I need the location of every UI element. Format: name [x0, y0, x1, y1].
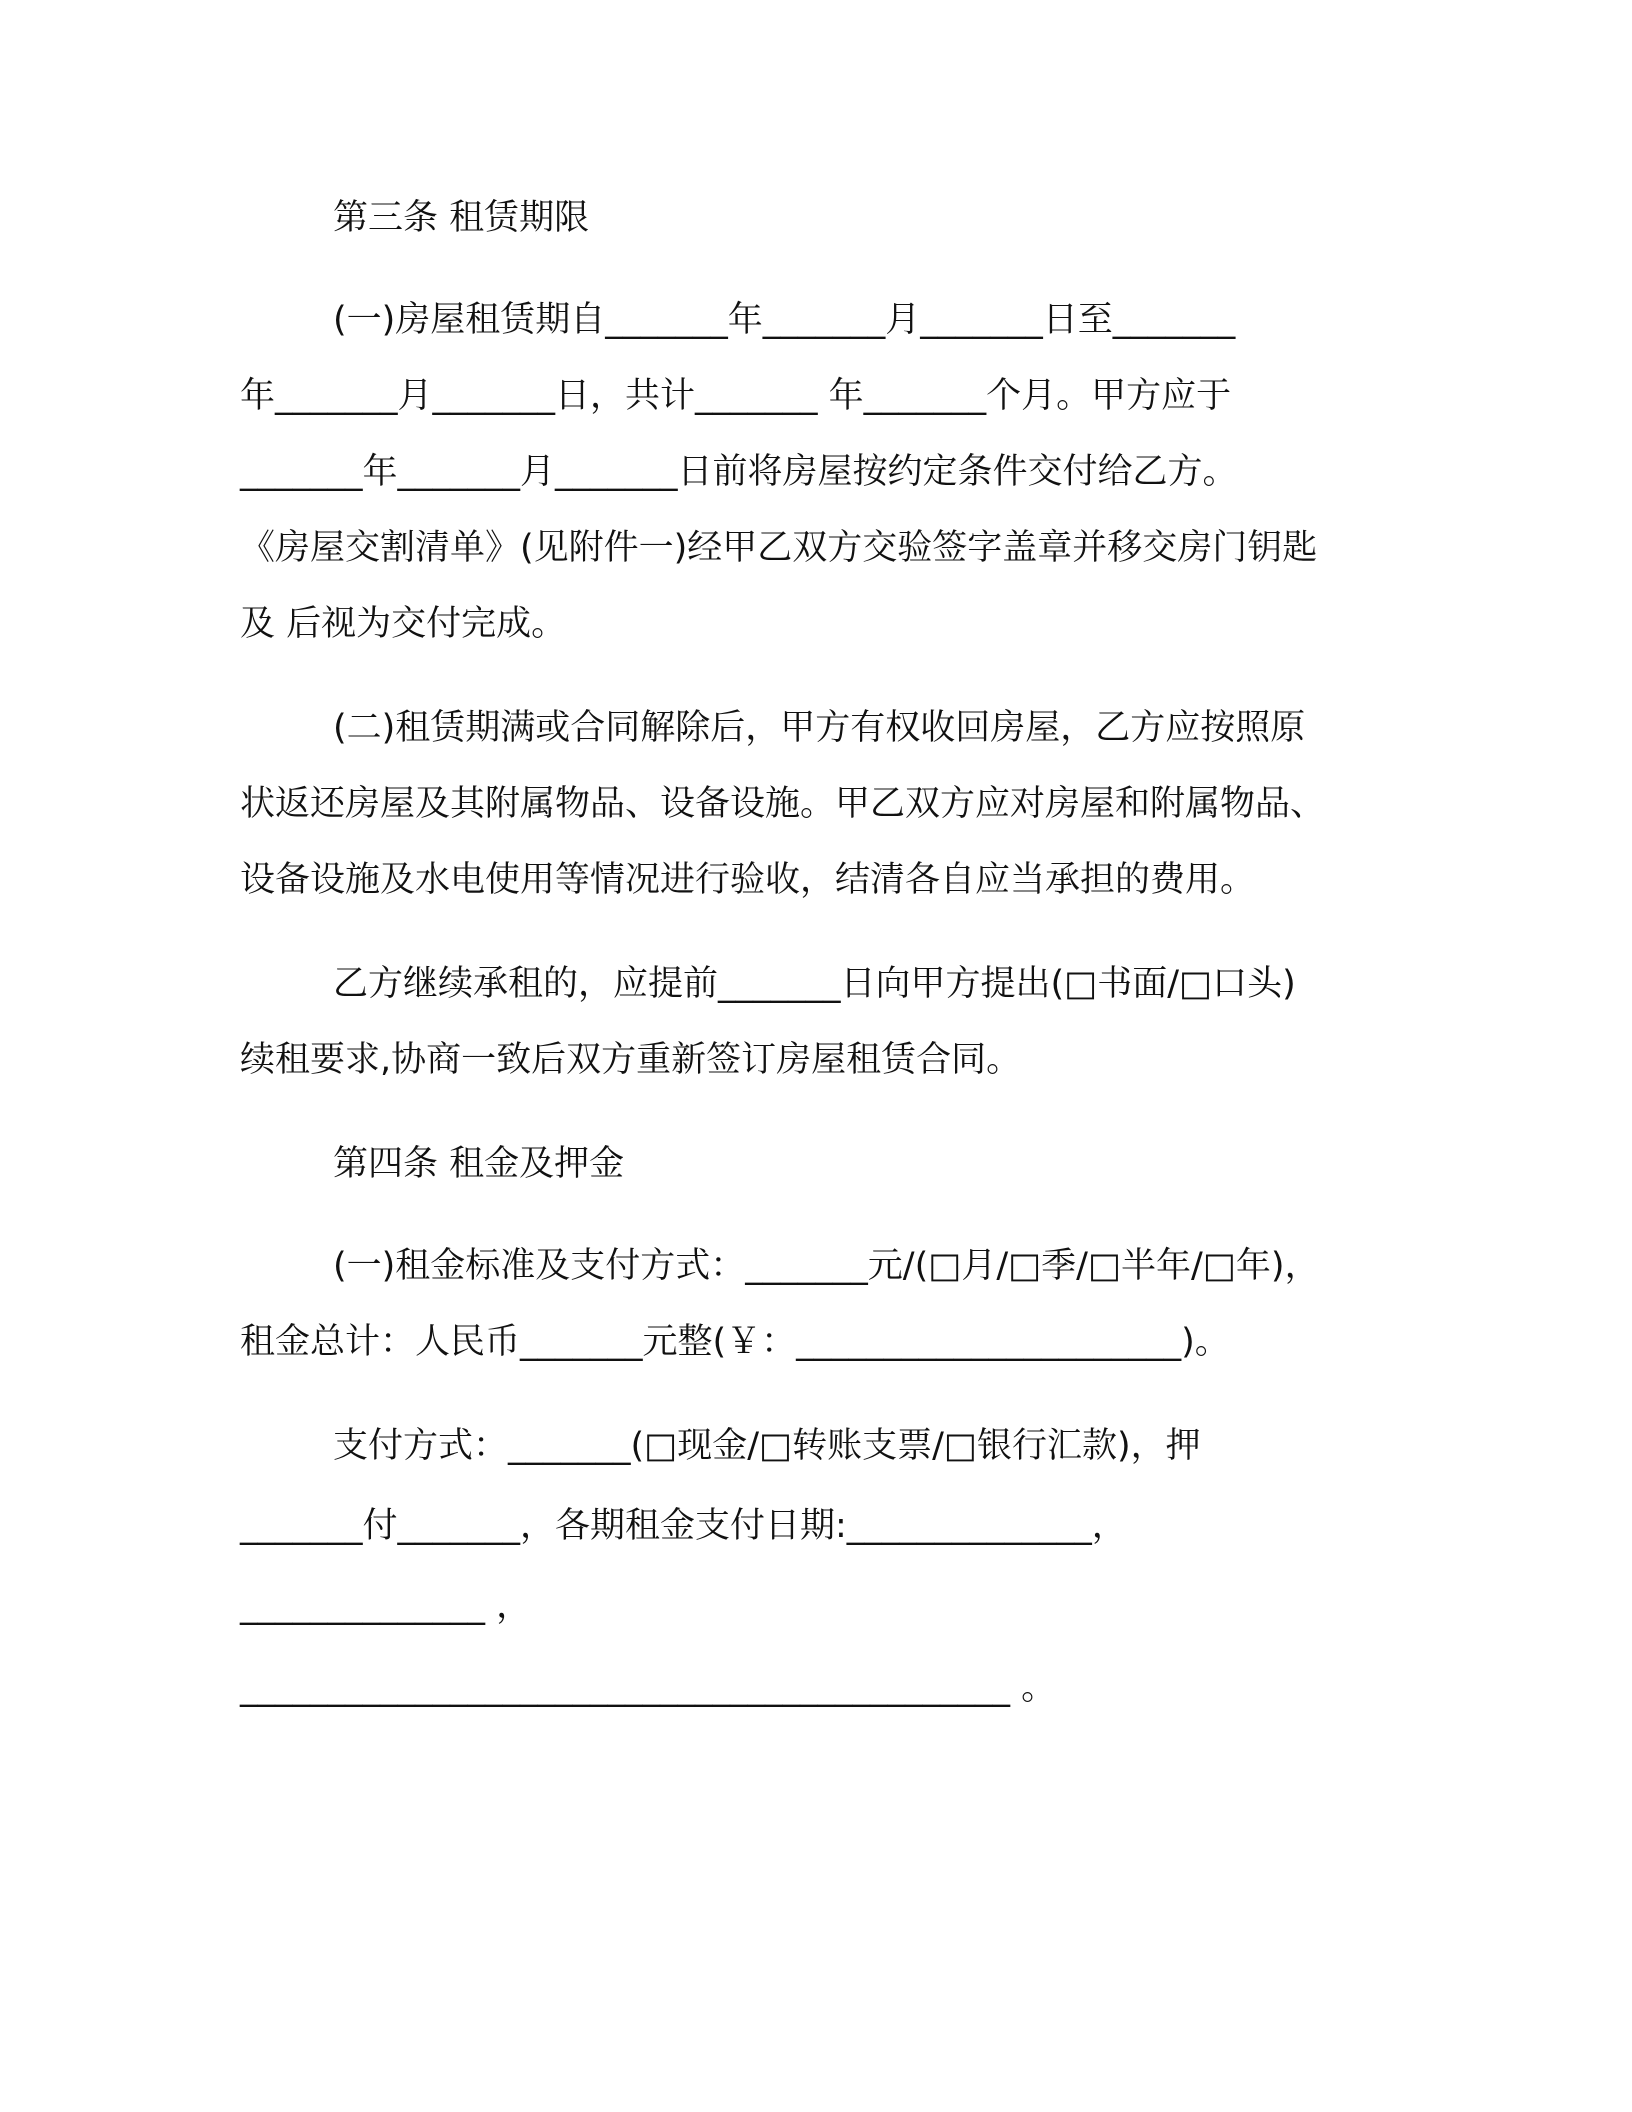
paragraph-line: 乙方继续承租的，应提前_______日向甲方提出(□书面/□口头)	[333, 964, 1296, 1004]
paragraph-line: 续租要求,协商一致后双方重新签订房屋租赁合同。	[240, 1040, 1022, 1080]
paragraph-line: (一)租金标准及支付方式：_______元/(□月/□季/□半年/□年)，	[333, 1246, 1320, 1286]
paragraph-line: 《房屋交割清单》(见附件一)经甲乙双方交验签字盖章并移交房门钥匙	[240, 528, 1318, 568]
paragraph-line: ______________ ，	[240, 1586, 532, 1626]
paragraph-line: 及 后视为交付完成。	[240, 604, 567, 644]
paragraph-line: _______年_______月_______日前将房屋按约定条件交付给乙方。	[240, 452, 1238, 492]
paragraph-line: _______付_______，各期租金支付日期:______________，	[240, 1506, 1127, 1546]
paragraph-line: 租金总计：人民币_______元整(￥：______________________)。	[240, 1322, 1230, 1362]
paragraph-line: 设备设施及水电使用等情况进行验收，结清各自应当承担的费用。	[240, 860, 1256, 900]
paragraph-line: ____________________________________________ 。	[240, 1668, 1057, 1708]
article-3-heading: 第三条 租赁期限	[333, 198, 590, 238]
paragraph-line: 支付方式：_______(□现金/□转账支票/□银行汇款)，押	[333, 1426, 1201, 1466]
paragraph-line: (一)房屋租赁期自_______年_______月_______日至_______	[333, 300, 1236, 340]
paragraph-line: 年_______月_______日，共计_______ 年_______个月。甲方应于	[240, 376, 1232, 416]
paragraph-line: 状返还房屋及其附属物品、设备设施。甲乙双方应对房屋和附属物品、	[240, 784, 1326, 824]
paragraph-line: (二)租赁期满或合同解除后，甲方有权收回房屋，乙方应按照原	[333, 708, 1306, 748]
article-4-heading: 第四条 租金及押金	[333, 1144, 625, 1184]
